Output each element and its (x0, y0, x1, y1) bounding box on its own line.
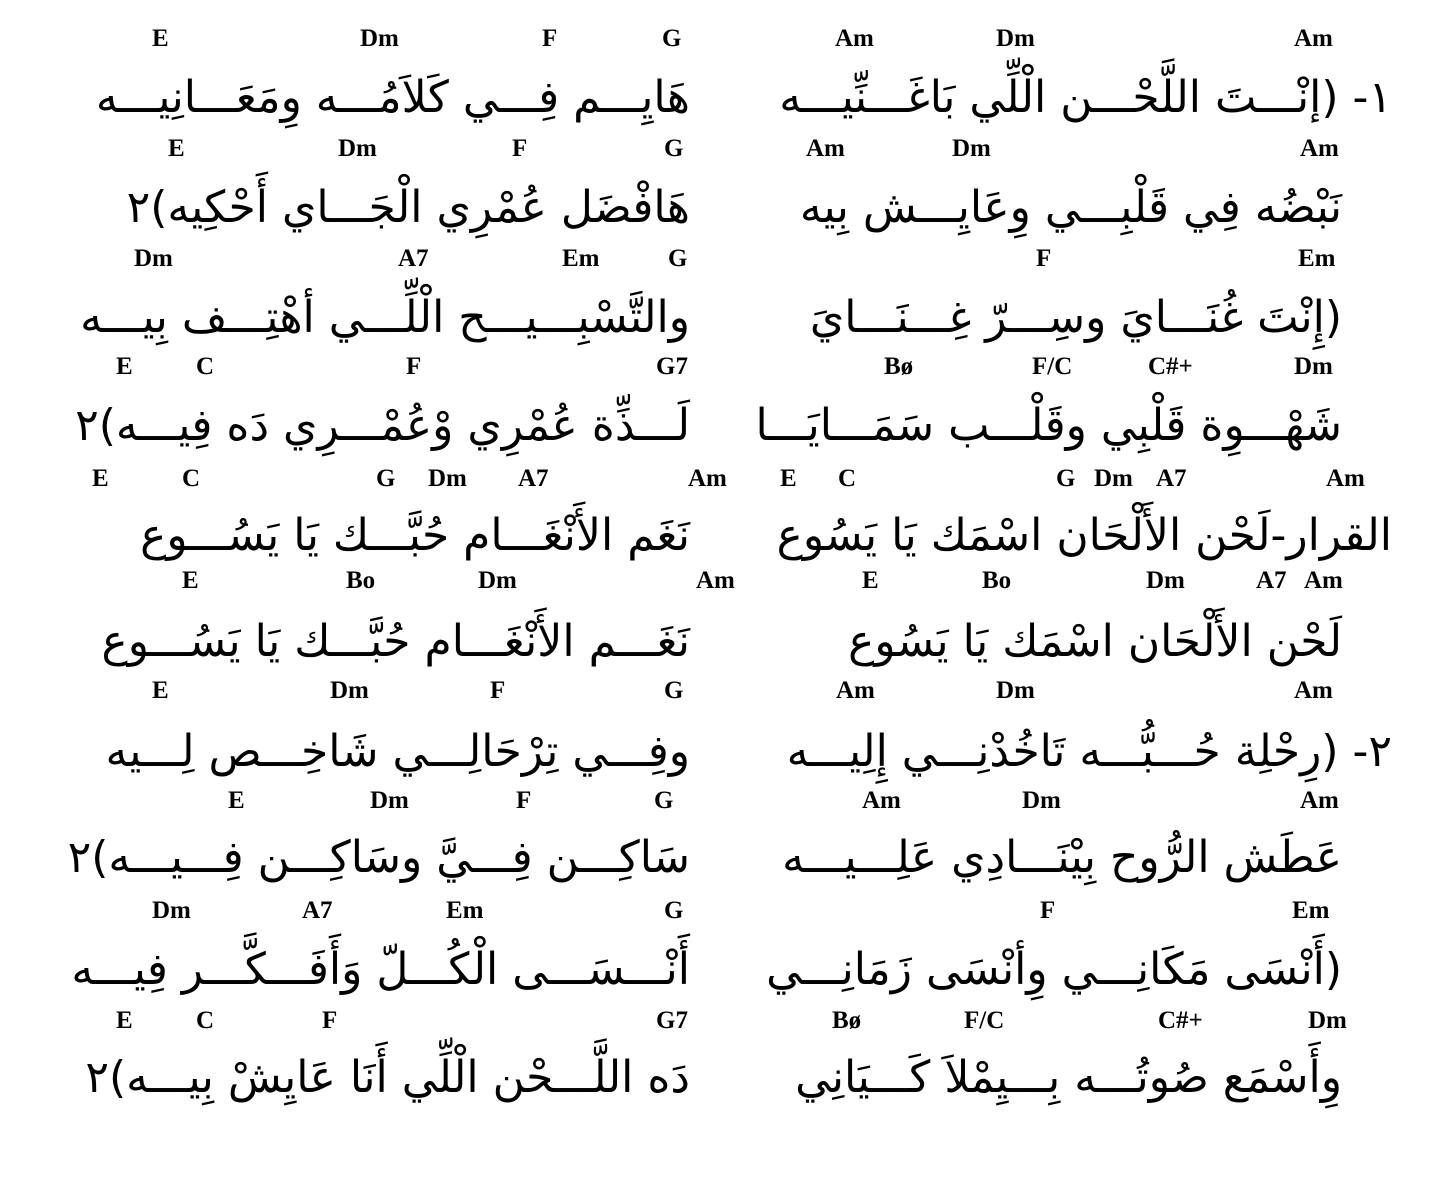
lyric-line-right: (أَنْسَى مَكَانِـــي وِأنْسَى زَمَانِـــي (766, 944, 1342, 995)
chord: Dm (996, 25, 1035, 52)
chord: Dm (478, 567, 517, 594)
chord: F/C (1032, 353, 1073, 380)
chord: C#+ (1158, 1007, 1203, 1034)
chord: G (664, 897, 684, 924)
chord: C (838, 465, 857, 492)
lyric-line-left: لَـــذِّة عُمْرِي وْعُمْـــرِي دَه فِيـــه)٢ (75, 400, 690, 451)
chord: C (182, 465, 201, 492)
chord: G (664, 135, 684, 162)
chord: E (862, 567, 879, 594)
chord: Am (836, 677, 875, 704)
chord: E (116, 1007, 133, 1034)
lyric-line-right: القرار-لَحْن الأَلْحَان اسْمَك يَا يَسُوع (776, 510, 1392, 561)
chord: Dm (330, 677, 369, 704)
chord: Am (696, 567, 735, 594)
chord: E (168, 135, 185, 162)
chord: F (542, 25, 558, 52)
chord: Am (1300, 135, 1339, 162)
chord: E (152, 25, 169, 52)
lyric-line-right: (إِنْتَ غُنَـــايَ وسِـــرّ غِـــنَـــايَ (809, 292, 1342, 343)
chord: E (182, 567, 199, 594)
chord: Am (862, 787, 901, 814)
chord: Dm (360, 25, 399, 52)
chord: Am (1294, 25, 1333, 52)
chord: G (668, 245, 688, 272)
lyric-line-right: وِأَسْمَع صُوتُـــه بِـــيِمْلاَ كَـــيَانِي (795, 1052, 1342, 1103)
chord: F/C (964, 1007, 1005, 1034)
chord: F (1040, 897, 1056, 924)
chord: E (780, 465, 797, 492)
lyric-line-right: لَحْن الأَلْحَان اسْمَك يَا يَسُوع (848, 616, 1342, 667)
chord: A7 (518, 465, 549, 492)
chord: Bø (832, 1007, 862, 1034)
chord: C (196, 1007, 215, 1034)
chord: Dm (1022, 787, 1061, 814)
chord: Dm (338, 135, 377, 162)
lyric-line-left: دَه اللَّـــحْن الْلِّي أَنَا عَايِشْ بِيـــه)٢ (85, 1052, 690, 1103)
lyric-line-right: نَبْضُه فِي قَلْبِـــي وِعَايِـــش بِيه (799, 182, 1342, 233)
chord: Bø (884, 353, 914, 380)
chord: A7 (1156, 465, 1187, 492)
chord: F (1036, 245, 1052, 272)
chord: G7 (656, 353, 688, 380)
chord: C (196, 353, 215, 380)
chord: E (92, 465, 109, 492)
chord: G (1056, 465, 1076, 492)
lyric-line-left: والتَّسْبِـــيـــح الْلِّـــي أهْتِـــف بِيـــه (80, 292, 690, 343)
chord: Em (562, 245, 600, 272)
chord: F (490, 677, 506, 704)
chord: Am (806, 135, 845, 162)
chord: Em (446, 897, 484, 924)
lyric-line-left: سَاكِـــن فِـــيَّ وسَاكِـــن فِـــيـــه)٢ (67, 832, 690, 883)
chord: A7 (302, 897, 333, 924)
lyric-line-left: نَغَم الأَنْغَـــام حُبَّـــك يَا يَسُـــوع (140, 510, 690, 561)
chord: F (322, 1007, 338, 1034)
chord: Dm (370, 787, 409, 814)
chord: Am (1326, 465, 1365, 492)
lyric-line-left: أَنْـــسَـــى الْكُـــلّ وَأَفَـــكَّـــر فِيـــه (71, 944, 690, 995)
lyric-line-left: وفِـــي تِرْحَالِـــي شَاخِـــص لِـــيه (105, 726, 690, 777)
chord: Dm (996, 677, 1035, 704)
chord: Bo (346, 567, 376, 594)
chord: Em (1298, 245, 1336, 272)
chord: Em (1292, 897, 1330, 924)
chord: Dm (952, 135, 991, 162)
chord: Dm (1308, 1007, 1347, 1034)
chord: G (662, 25, 682, 52)
chord: Dm (1146, 567, 1185, 594)
chord: Bo (982, 567, 1012, 594)
chord: Am (1294, 677, 1333, 704)
chord: F (406, 353, 422, 380)
chord: A7 (398, 245, 429, 272)
chord: Dm (1294, 353, 1333, 380)
lyric-line-right: عَطَش الرُّوح بِيْنَـــادِي عَلِـــيـــه (782, 832, 1342, 883)
lyric-line-right: ٢- (رِحْلِة حُـــبُّـــه تَاخُدْنِـــي إِلِيـــه (786, 726, 1392, 777)
chord: F (512, 135, 528, 162)
chord: Dm (428, 465, 467, 492)
chord: G7 (656, 1007, 688, 1034)
chord: G (664, 677, 684, 704)
chord: A7 (1256, 567, 1287, 594)
chord: C#+ (1148, 353, 1193, 380)
chord: Dm (1094, 465, 1133, 492)
chord: Dm (134, 245, 173, 272)
lyric-line-left: نَغَـــم الأَنْغَـــام حُبَّـــك يَا يَسُـــوع (101, 616, 690, 667)
chord: Dm (152, 897, 191, 924)
chord: Am (1300, 787, 1339, 814)
chord: F (516, 787, 532, 814)
lyric-line-right: ١- (إنْـــتَ اللَّحْـــن الْلِّي بَاغَـــنِّيـــه (779, 72, 1392, 123)
lyric-line-right: شَهْـــوِة قَلْبِي وقَلْـــب سَمَـــايَـــا (755, 400, 1342, 451)
chord: G (376, 465, 396, 492)
chord: G (654, 787, 674, 814)
chord: E (152, 677, 169, 704)
chord: E (116, 353, 133, 380)
chord: E (228, 787, 245, 814)
chord: Am (688, 465, 727, 492)
chord: Am (835, 25, 874, 52)
chord: Am (1304, 567, 1343, 594)
lyric-line-left: هَافْضَل عُمْرِي الْجَـــاي أَحْكِيه)٢ (126, 182, 690, 233)
lyric-line-left: هَايِـــم فِـــي كَلاَمُـــه وِمَعَـــانِيـــه (95, 72, 690, 123)
